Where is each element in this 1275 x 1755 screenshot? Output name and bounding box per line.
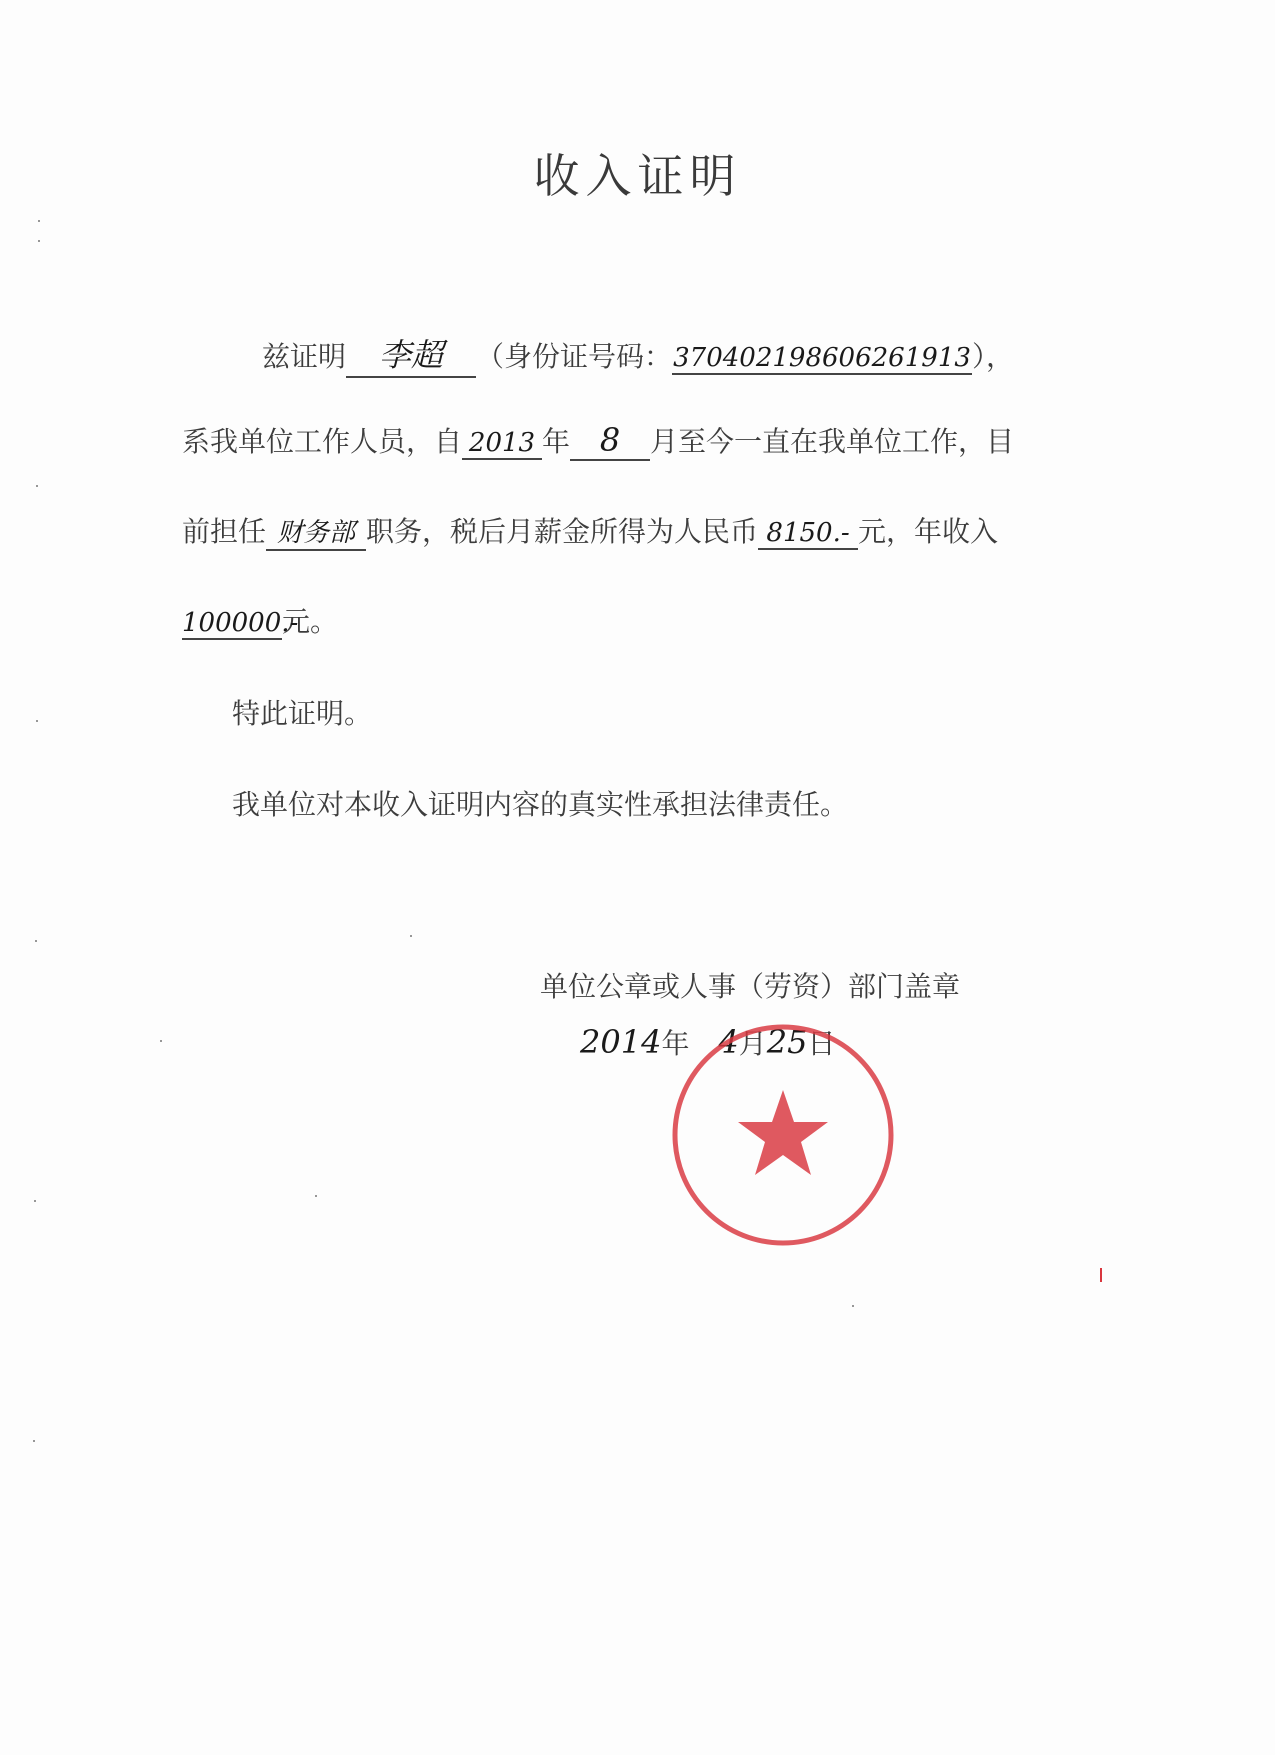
date-year-handwritten: 2014 (580, 1023, 662, 1061)
scan-speck (36, 720, 38, 722)
date-day-label: 日 (807, 1027, 836, 1060)
name-handwritten: 李超 (379, 336, 444, 374)
date-month-handwritten: 4 (718, 1023, 739, 1061)
scan-speck (410, 935, 412, 937)
paragraph-2 (182, 420, 1014, 461)
position-field (266, 512, 366, 551)
seal-star-icon (738, 1090, 828, 1175)
para4-suffix: 元。 (282, 605, 339, 638)
closing-liability: 我单位对本收入证明内容的真实性承担法律责任。 (232, 788, 849, 821)
closing-certify: 特此证明。 (232, 697, 373, 730)
date-year-label: 年 (661, 1027, 690, 1060)
company-seal-stamp (663, 1015, 903, 1255)
scan-speck (315, 1195, 317, 1197)
scan-speck (852, 1305, 854, 1307)
paragraph-3 (182, 510, 998, 551)
start-year-handwritten: 2013 (468, 428, 536, 458)
para3-mid: 职务，税后月薪金所得为人民币 (366, 515, 759, 548)
year-label: 年 (542, 425, 571, 458)
red-mark (1100, 1268, 1102, 1282)
document-title: 收入证明 (533, 149, 742, 203)
scan-speck (35, 940, 37, 942)
paragraph-4 (182, 600, 338, 640)
para2-suffix: 月至今一直在我单位工作，目 (650, 425, 1015, 458)
scan-speck (38, 220, 40, 222)
name-field (346, 330, 476, 378)
id-number-field (672, 340, 972, 375)
id-label: （身份证号码： (476, 340, 673, 373)
annual-income-field (182, 605, 299, 640)
start-month-field (570, 421, 650, 461)
id-number-handwritten: 370402198606261913 (673, 343, 971, 373)
para3-prefix: 前担任 (182, 515, 267, 548)
monthly-salary-field (758, 515, 858, 550)
scan-speck (160, 1040, 162, 1042)
paragraph-1 (262, 330, 1014, 378)
para3-suffix: 元，年收入 (858, 515, 999, 548)
seal-label: 单位公章或人事（劳资）部门盖章 (540, 970, 961, 1003)
scan-speck (34, 1200, 36, 1202)
scan-speck (36, 485, 38, 487)
para1-suffix: ）， (972, 340, 1015, 373)
annual-income-handwritten: 100000.- (182, 608, 299, 638)
para1-prefix: 兹证明 (262, 340, 347, 373)
para2-prefix: 系我单位工作人员，自 (182, 425, 463, 458)
position-handwritten: 财务部 (277, 518, 356, 548)
date-day-handwritten: 25 (766, 1023, 808, 1061)
date-month-label: 月 (738, 1027, 767, 1060)
start-year-field (462, 425, 542, 460)
scan-speck (33, 1440, 35, 1442)
scan-speck (38, 240, 40, 242)
monthly-salary-handwritten: 8150.- (766, 518, 850, 548)
start-month-handwritten: 8 (599, 421, 621, 459)
